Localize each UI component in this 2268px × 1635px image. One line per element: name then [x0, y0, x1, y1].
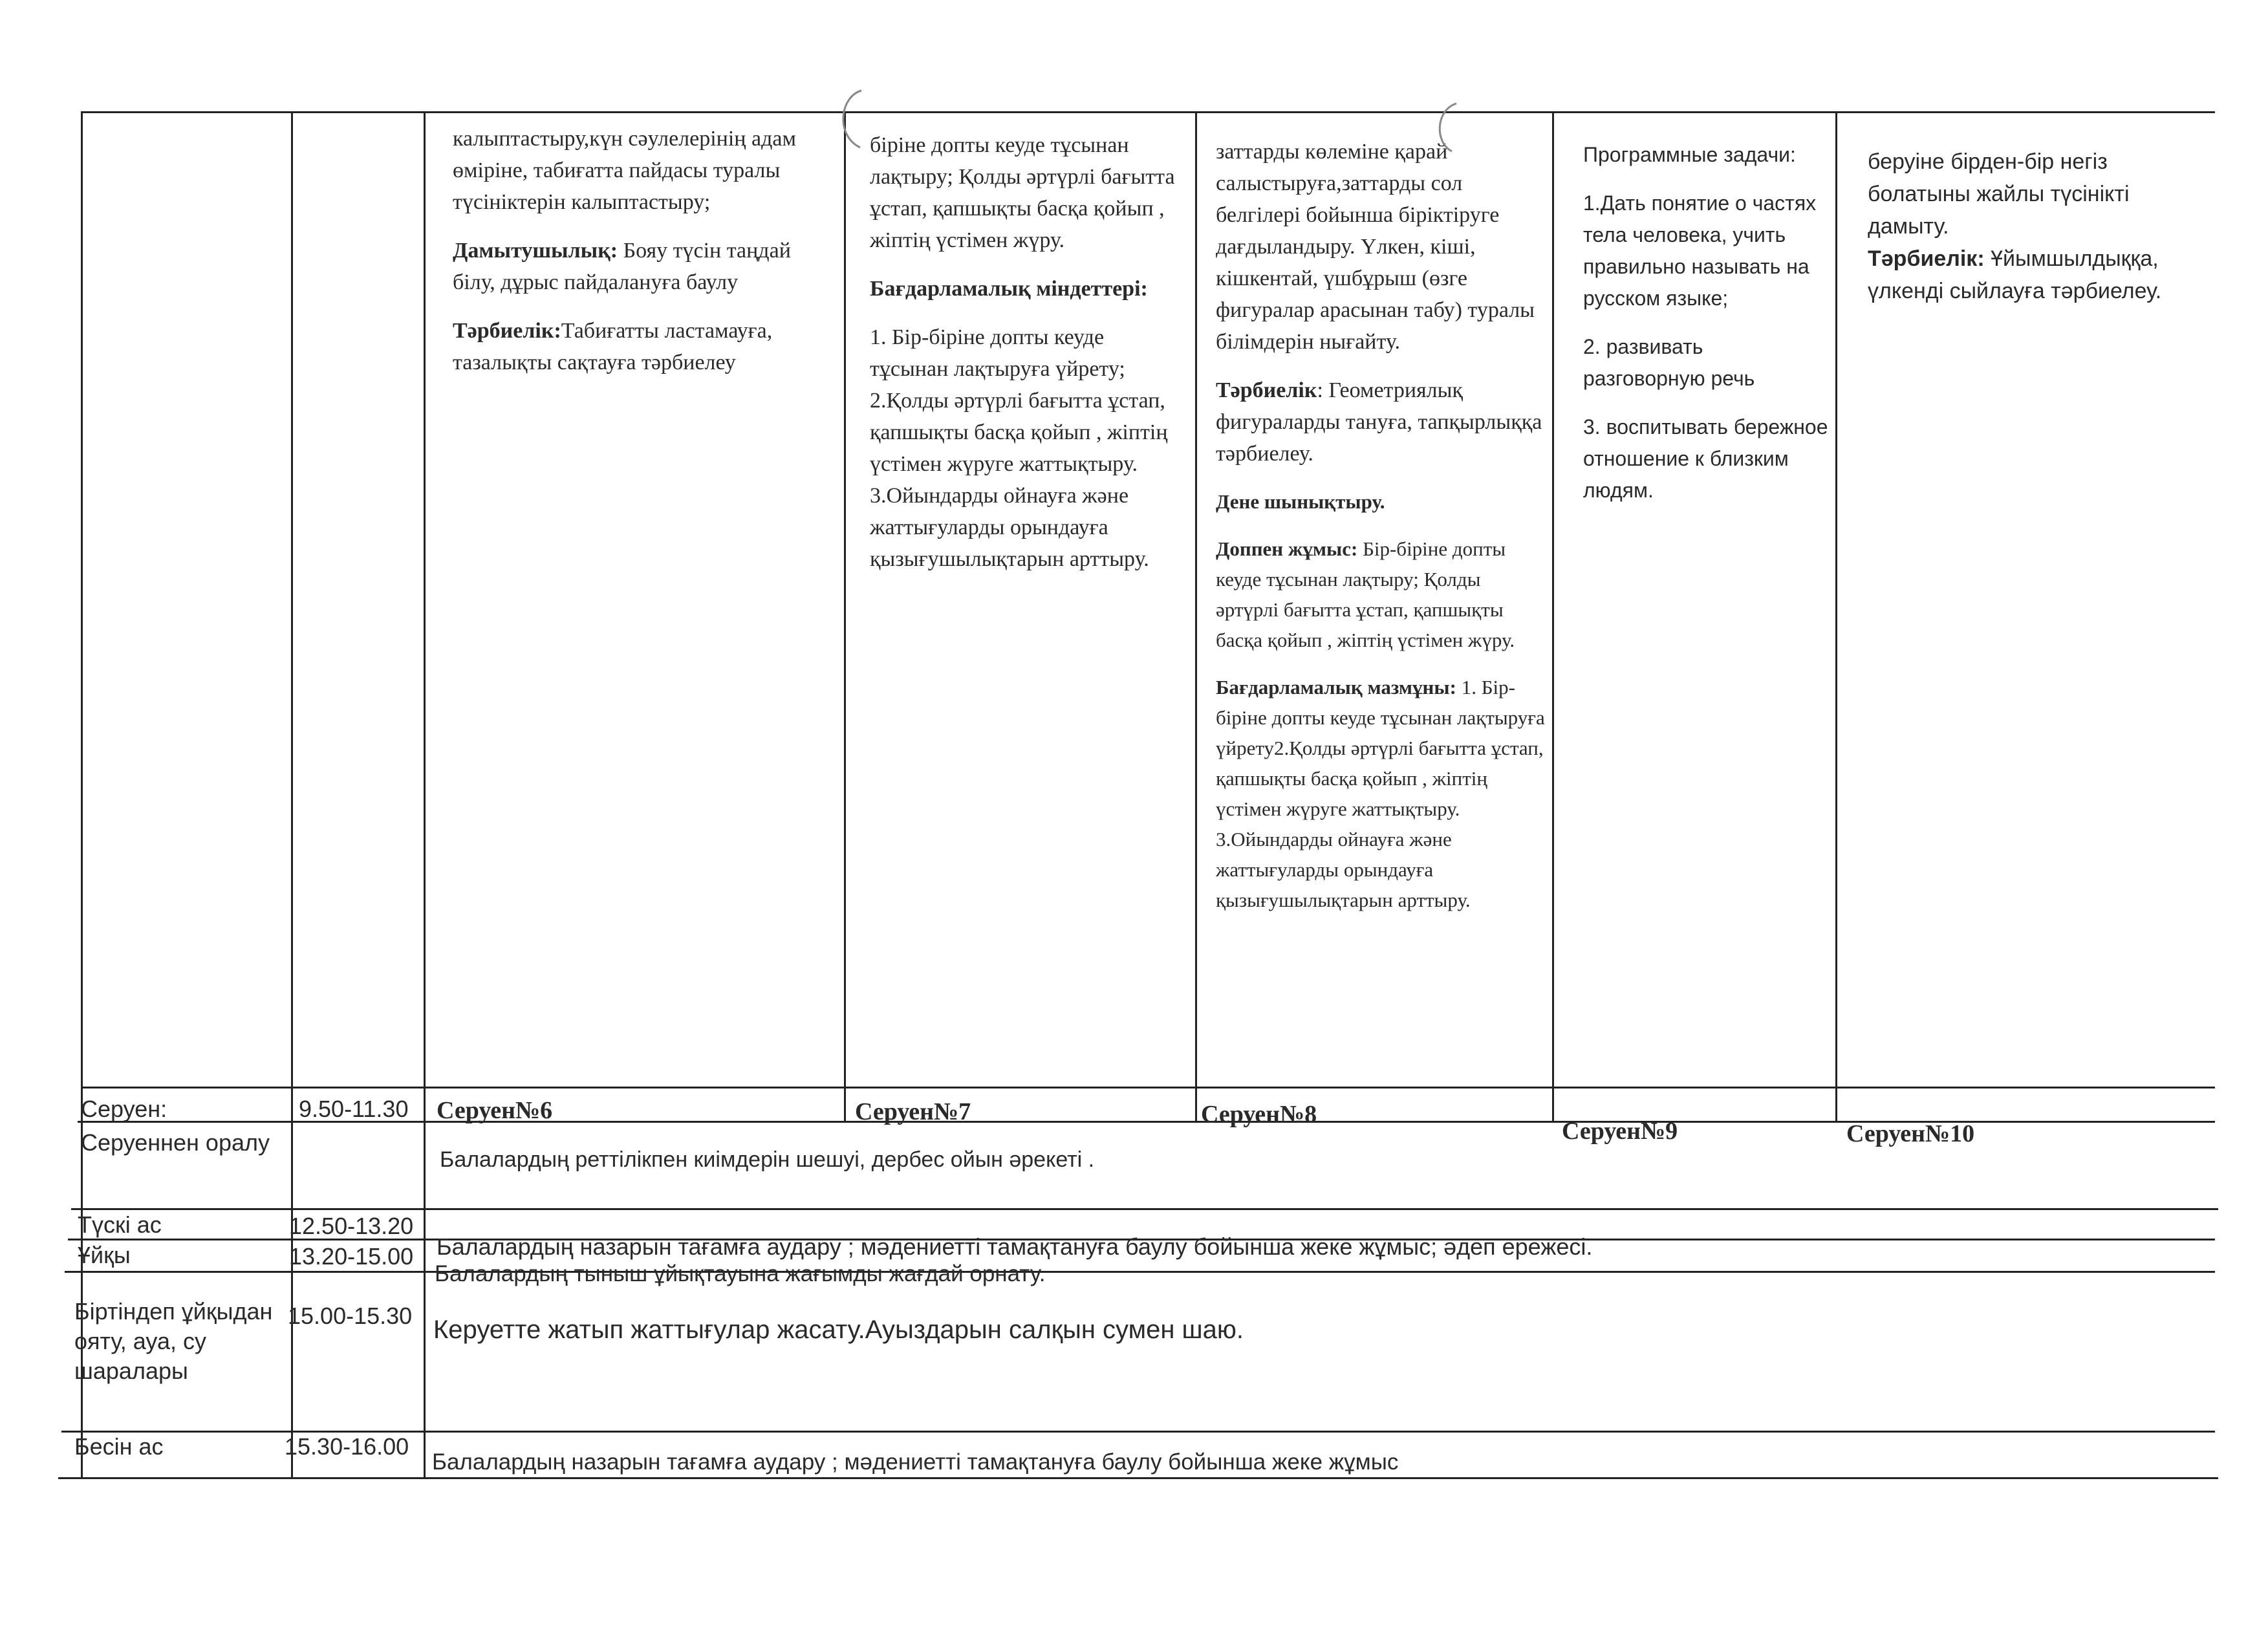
wake-label: Біртіндеп ұйқыдан ояту, ауа, су шаралары — [74, 1298, 273, 1384]
wake-time: 15.00-15.30 — [288, 1303, 413, 1329]
col-border-left — [81, 111, 83, 1477]
col5-ball-label: Доппен жұмыс: — [1216, 537, 1358, 560]
col6-heading: Программные задачи: — [1583, 143, 1796, 166]
col-border-6 — [1835, 111, 1837, 1121]
lunch-label: Түскі ас — [78, 1211, 162, 1238]
wake-text: Керуетте жатып жаттығулар жасату.Ауыздарын салқын сумен шаю. — [433, 1316, 1244, 1344]
col5-edu-text: : Геометриялық фигураларды тануға, тапқырлыққа тәрбиелеу. — [1216, 378, 1542, 466]
col5-pe-label: Дене шынықтыру. — [1216, 490, 1385, 513]
col7-edu-text: Ұйымшылдыққа, үлкенді сыйлауға тәрбиелеу. — [1868, 246, 2162, 303]
col-border-time — [424, 111, 426, 1477]
col-border-label — [291, 111, 293, 1477]
col-border-5 — [1552, 111, 1554, 1121]
col4-top-text: біріне допты кеуде тұсынан лақтыру; Қолды әртүрлі бағытта ұстап, қапшықты басқа қойып , жіптің үстімен жүру. — [870, 133, 1175, 252]
cell-col4 — [870, 129, 1187, 592]
sleep-time: 13.20-15.00 — [289, 1243, 414, 1270]
table-bottom-border — [58, 1477, 2218, 1479]
cell-col6 — [1583, 139, 1829, 523]
sleep-label: Ұйқы — [78, 1242, 131, 1268]
col4-program-label: Бағдарламалық міндеттері: — [870, 277, 1148, 301]
col3-top-text: калыптастыру,күн сәулелерінің адам өміріне, табиғатта пайдасы туралы түсініктерін калыптастыру; — [453, 127, 797, 214]
walk-item-10: Серуен№10 — [1846, 1120, 1975, 1147]
col3-edu-label: Тәрбиелік: — [453, 319, 561, 343]
col7-edu-label: Тәрбиелік: — [1868, 246, 1985, 271]
col5-content-label: Бағдарламалық мазмұны: — [1216, 676, 1456, 698]
walk-item-6: Серуен№6 — [437, 1097, 553, 1124]
col7-top-text: беруіне бірден-бір негіз болатыны жайлы түсінікті дамыту. — [1868, 149, 2130, 239]
col5-ball-para — [1216, 534, 1546, 655]
snack-label: Бесін ас — [74, 1433, 164, 1460]
col5-content-para — [1216, 672, 1546, 915]
col3-dev-label: Дамытушылық: — [453, 239, 618, 263]
snack-text: Балалардың назарын тағамға аудару ; мәдениетті тамақтануға баулу бойынша жеке жұмыс — [432, 1449, 1399, 1475]
col3-dev-text: Бояу түсін таңдай білу, дұрыс пайдалануға баулу — [453, 239, 791, 294]
return-label: Серуеннен оралу — [81, 1129, 270, 1156]
walk-label: Серуен: — [81, 1096, 167, 1122]
cell-col3 — [453, 123, 834, 395]
col6-item3: 3. воспитывать бережное отношение к близким людям. — [1583, 415, 1828, 502]
walk-item-9: Серуен№9 — [1562, 1118, 1678, 1145]
punch-arc-right — [1440, 103, 1456, 151]
col5-content-text: 1. Бір-біріне допты кеуде тұсынан лақтыруға үйрету2.Қолды әртүрлі бағытта ұстап, қапшықты басқа қойып , жіптің үстімен жүруге жаттықтыру. 3.Ойындарды ойнауға және жаттығуларды орындауға қызығушылықтарын арттыру. — [1216, 676, 1545, 911]
punch-arc-left — [843, 91, 861, 147]
walk-item-7: Серуен№7 — [855, 1098, 971, 1125]
col6-item2: 2. развивать разговорную речь — [1583, 335, 1755, 390]
col3-dev-para — [453, 235, 834, 298]
cell-col5 — [1216, 136, 1546, 932]
lunch-text: Балалардың назарын тағамға аудару ; мәдениетті тамақтануға баулу бойынша жеке жұмыс; әдеп ережесі. — [437, 1233, 1593, 1260]
col5-edu-label: Тәрбиелік — [1216, 378, 1317, 402]
col4-program-text: 1. Бір-біріне допты кеуде тұсынан лақтыруға үйрету; 2.Қолды әртүрлі бағытта ұстап, қапшықты басқа қойып , жіптің үстімен жүруге жаттықтыру. 3.Ойындарды ойнауға және жаттығуларды орындауға қызығушылықтарын арттыру. — [870, 325, 1168, 571]
punch-hole-marks — [821, 84, 1494, 155]
walk-time: 9.50-11.30 — [299, 1096, 409, 1122]
walk-item-8: Серуен№8 — [1201, 1101, 1317, 1128]
col7-para — [1868, 146, 2204, 307]
col6-item1: 1.Дать понятие о частях тела человека, учить правильно называть на русском языке; — [1583, 191, 1817, 310]
col5-edu-para — [1216, 374, 1546, 470]
col3-edu-text: Табиғатты ластамауға, тазалықты сақтауға тәрбиелеу — [453, 319, 773, 374]
col-border-3 — [844, 111, 846, 1121]
row-border-lunch — [71, 1208, 2218, 1210]
cell-col7 — [1868, 146, 2204, 324]
snack-time: 15.30-16.00 — [285, 1433, 409, 1460]
lunch-time: 12.50-13.20 — [289, 1213, 414, 1239]
return-text: Балалардың реттілікпен киімдерін шешуі, дербес ойын әрекеті . — [440, 1147, 1095, 1172]
col-border-4 — [1195, 111, 1197, 1121]
col3-edu-para — [453, 315, 834, 378]
sleep-text: Балалардың тыныш ұйықтауына жағымды жағдай орнату. — [435, 1261, 1046, 1286]
row-border-walk — [81, 1087, 2215, 1088]
col5-ball-text: Бір-біріне допты кеуде тұсынан лақтыру; Қолды әртүрлі бағытта ұстап, қапшықты басқа қойып , жіптің үстімен жүру. — [1216, 537, 1515, 651]
col5-top-text: заттарды көлеміне қарай салыстыруға,заттарды сол белгілері бойынша біріктіруге дағдыландыру. Үлкен, кіші, кішкентай, үшбұрыш (өзге фигуралар арасынан табу) туралы білімдерін нығайту. — [1216, 140, 1535, 354]
